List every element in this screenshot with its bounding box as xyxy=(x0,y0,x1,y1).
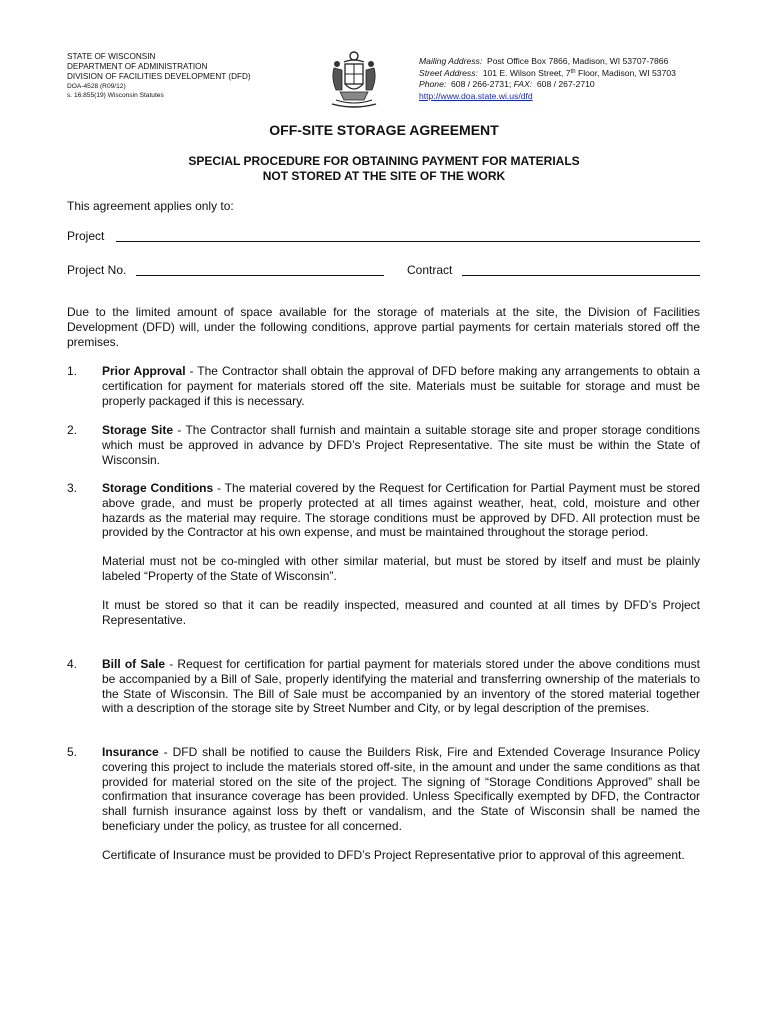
contract-line[interactable] xyxy=(462,275,700,276)
item-number: 5. xyxy=(67,745,78,759)
applies-label: This agreement applies only to: xyxy=(67,199,234,213)
mailing-address: Mailing Address: Post Office Box 7866, Madison, WI 53707-7866 xyxy=(419,56,669,66)
agency-line: DIVISION OF FACILITIES DEVELOPMENT (DFD) xyxy=(67,72,251,81)
item-text: - The Contractor shall furnish and maintain a suitable storage site and proper storage conditions which must be approved in advance by DFD’s Project Representative. The site must be within the State of Wisconsin. xyxy=(102,423,700,467)
list-item xyxy=(67,657,700,716)
item-text: - DFD shall be notified to cause the Builders Risk, Fire and Extended Coverage Insurance Policy covering this project to include the materials stored off-site, in the amount and under the same conditions as that provided for material stored on the site of the project. The signing of “Storage Conditions Approved” shall be confirmation that insurance coverage has been provided. Unless Specifically exempted by DFD, the Contractor shall furnish insurance against loss by theft or vandalism, and the State of Wisconsin shall be named the beneficiary under the policy, as trustee for all concerned. xyxy=(102,745,700,833)
statute-reference: s. 16.855(19) Wisconsin Statutes xyxy=(67,92,164,99)
item-number: 1. xyxy=(67,364,78,378)
item-text: It must be stored so that it can be readily inspected, measured and counted at all times by DFD’s Project Representative. xyxy=(102,597,700,627)
list-item xyxy=(67,481,700,627)
item-text: - Request for certification for partial payment for materials stored under the above conditions must be accompanied by a Bill of Sale, properly identifying the material and transferring ownership of the materials to the State of Wisconsin. The Bill of Sale must be accompanied by an inventory of the stored material together with a description of the storage site by Street Number and City, or by legal description of the premises. xyxy=(102,657,700,716)
item-text: - The Contractor shall obtain the approval of DFD before making any arrangements to obtain a certification for payment for materials stored off the site. Materials must be suitable for storage and must be properly packaged if this is necessary. xyxy=(102,364,700,408)
project-no-label: Project No. xyxy=(67,263,127,277)
project-line[interactable] xyxy=(116,241,700,242)
intro-paragraph: Due to the limited amount of space available for the storage of materials at the site, the Division of Facilities Development (DFD) will, under the following conditions, approve partial payments for certain materials stored off the premises. xyxy=(67,305,700,349)
item-text: Material must not be co-mingled with other similar material, but must be stored by itself and must be plainly labeled “Property of the State of Wisconsin”. xyxy=(102,554,700,583)
page-subtitle: SPECIAL PROCEDURE FOR OBTAINING PAYMENT FOR MATERIALS NOT STORED AT THE SITE OF THE WORK xyxy=(188,154,580,183)
item-heading: Storage Site xyxy=(102,423,174,437)
agency-block xyxy=(67,52,251,100)
item-heading: Insurance xyxy=(102,745,159,759)
item-heading: Storage Conditions xyxy=(102,481,214,495)
item-text: Certificate of Insurance must be provided to DFD’s Project Representative prior to approval of this agreement. xyxy=(102,847,685,862)
list-item xyxy=(67,745,700,863)
item-number: 2. xyxy=(67,423,78,437)
state-seal-icon xyxy=(326,50,382,112)
agency-line: STATE OF WISCONSIN xyxy=(67,52,156,61)
item-text: - The material covered by the Request for Certification for Partial Payment must be stored above grade, and must be properly protected at all times against weather, heat, cold, moisture and other hazards as the material may require. The storage conditions must be approved by DFD. All protection must be provided by the Contractor at his own expense, and must be maintained throughout the storage period. xyxy=(102,481,700,540)
contact-block xyxy=(419,56,676,102)
agency-line: DEPARTMENT OF ADMINISTRATION xyxy=(67,62,208,71)
project-label: Project xyxy=(67,229,105,243)
item-number: 4. xyxy=(67,657,78,671)
item-heading: Prior Approval xyxy=(102,364,186,378)
form-number: DOA-4528 (R09/12) xyxy=(67,83,126,90)
list-item xyxy=(67,364,700,408)
item-heading: Bill of Sale xyxy=(102,657,166,671)
list-item xyxy=(67,423,700,467)
street-address: Street Address: 101 E. Wilson Street, 7th Floor, Madison, WI 53703 xyxy=(419,67,676,78)
phone-fax: Phone: 608 / 266-2731; FAX: 608 / 267-2710 xyxy=(419,79,595,90)
website-link[interactable]: http://www.doa.state.wi.us/dfd xyxy=(419,90,533,101)
page-title: OFF-SITE STORAGE AGREEMENT xyxy=(269,122,499,138)
project-no-line[interactable] xyxy=(136,275,384,276)
contract-label: Contract xyxy=(407,263,453,277)
item-number: 3. xyxy=(67,481,78,495)
